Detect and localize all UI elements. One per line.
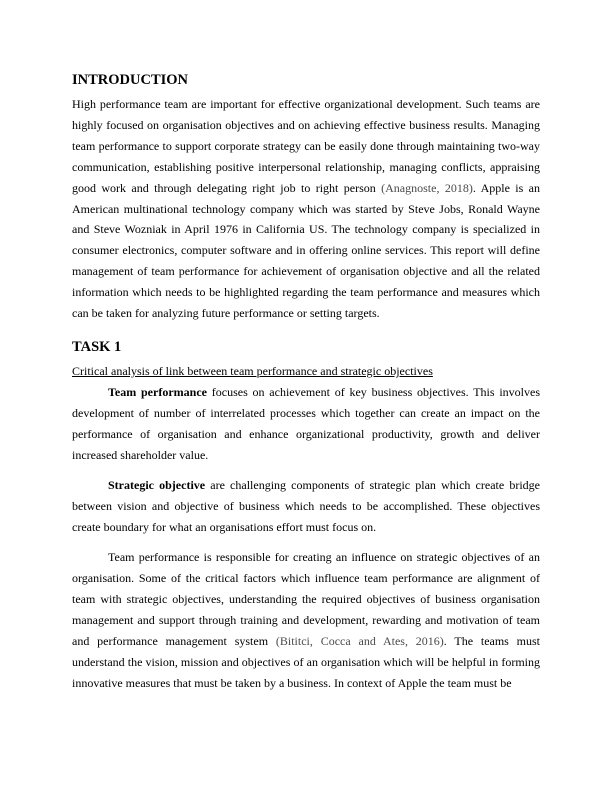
document-page <box>72 70 540 694</box>
influence-text-part-2: . The teams must understand the vision, mission and objectives of an organisation which will be helpful in forming innovative measures that must be taken by a business. In context of Apple the team must be <box>72 633 540 690</box>
strategic-objective-paragraph <box>72 475 540 538</box>
task1-heading: TASK 1 <box>72 338 122 355</box>
introduction-heading: INTRODUCTION <box>72 72 189 88</box>
introduction-paragraph <box>72 94 540 324</box>
influence-text-part-1: Team performance is responsible for creating an influence on strategic objectives of an organisation. Some of the critical factors which influence team performance are alignment of team with strategic objectives, understanding the required objectives of business organisation management and support through training and development, rewarding and motivation of team and performance management system <box>72 550 540 648</box>
strategic-objective-term: Strategic objective <box>108 478 206 492</box>
team-performance-paragraph <box>72 382 540 466</box>
strategic-objective-text: are challenging components of strategic plan which create bridge between vision and objective of business which needs to be accomplished. These objectives create boundary for what an organisations effort must focus on. <box>72 478 540 534</box>
team-performance-text: focuses on achievement of key business objectives. This involves development of number of interrelated processes which together can create an impact on the performance of organisation and enhance organizational productivity, growth and deliver increased shareholder value. <box>72 384 541 462</box>
task1-subheading: Critical analysis of link between team performance and strategic objectives <box>72 363 433 378</box>
team-performance-term: Team performance <box>108 384 207 399</box>
introduction-text-part-2: . Apple is an American multinational technology company which was started by Steve Jobs, Ronald Wayne and Steve Wozniak in April 1976 in California US. The technology company is specialized in consumer electronics, computer software and in offering online services. This report will define management of team performance for achievement of organisation objective and all the related information which needs to be highlighted regarding the team performance and measures which can be taken for analyzing future performance or setting targets. <box>72 180 540 321</box>
influence-citation: (Bititci, Cocca and Ates, 2016) <box>275 633 444 648</box>
introduction-citation: (Anagnoste, 2018) <box>381 180 473 195</box>
influence-paragraph <box>72 547 540 693</box>
introduction-text-part-1: High performance team are important for effective organizational development. Such teams are highly focused on organisation objectives and on achieving effective business results. Managing team performance to support corporate strategy can be easily done through maintaining two-way communication, establishing positive interpersonal relationship, managing conflicts, appraising good work and through delegating right job to right person <box>72 97 540 195</box>
